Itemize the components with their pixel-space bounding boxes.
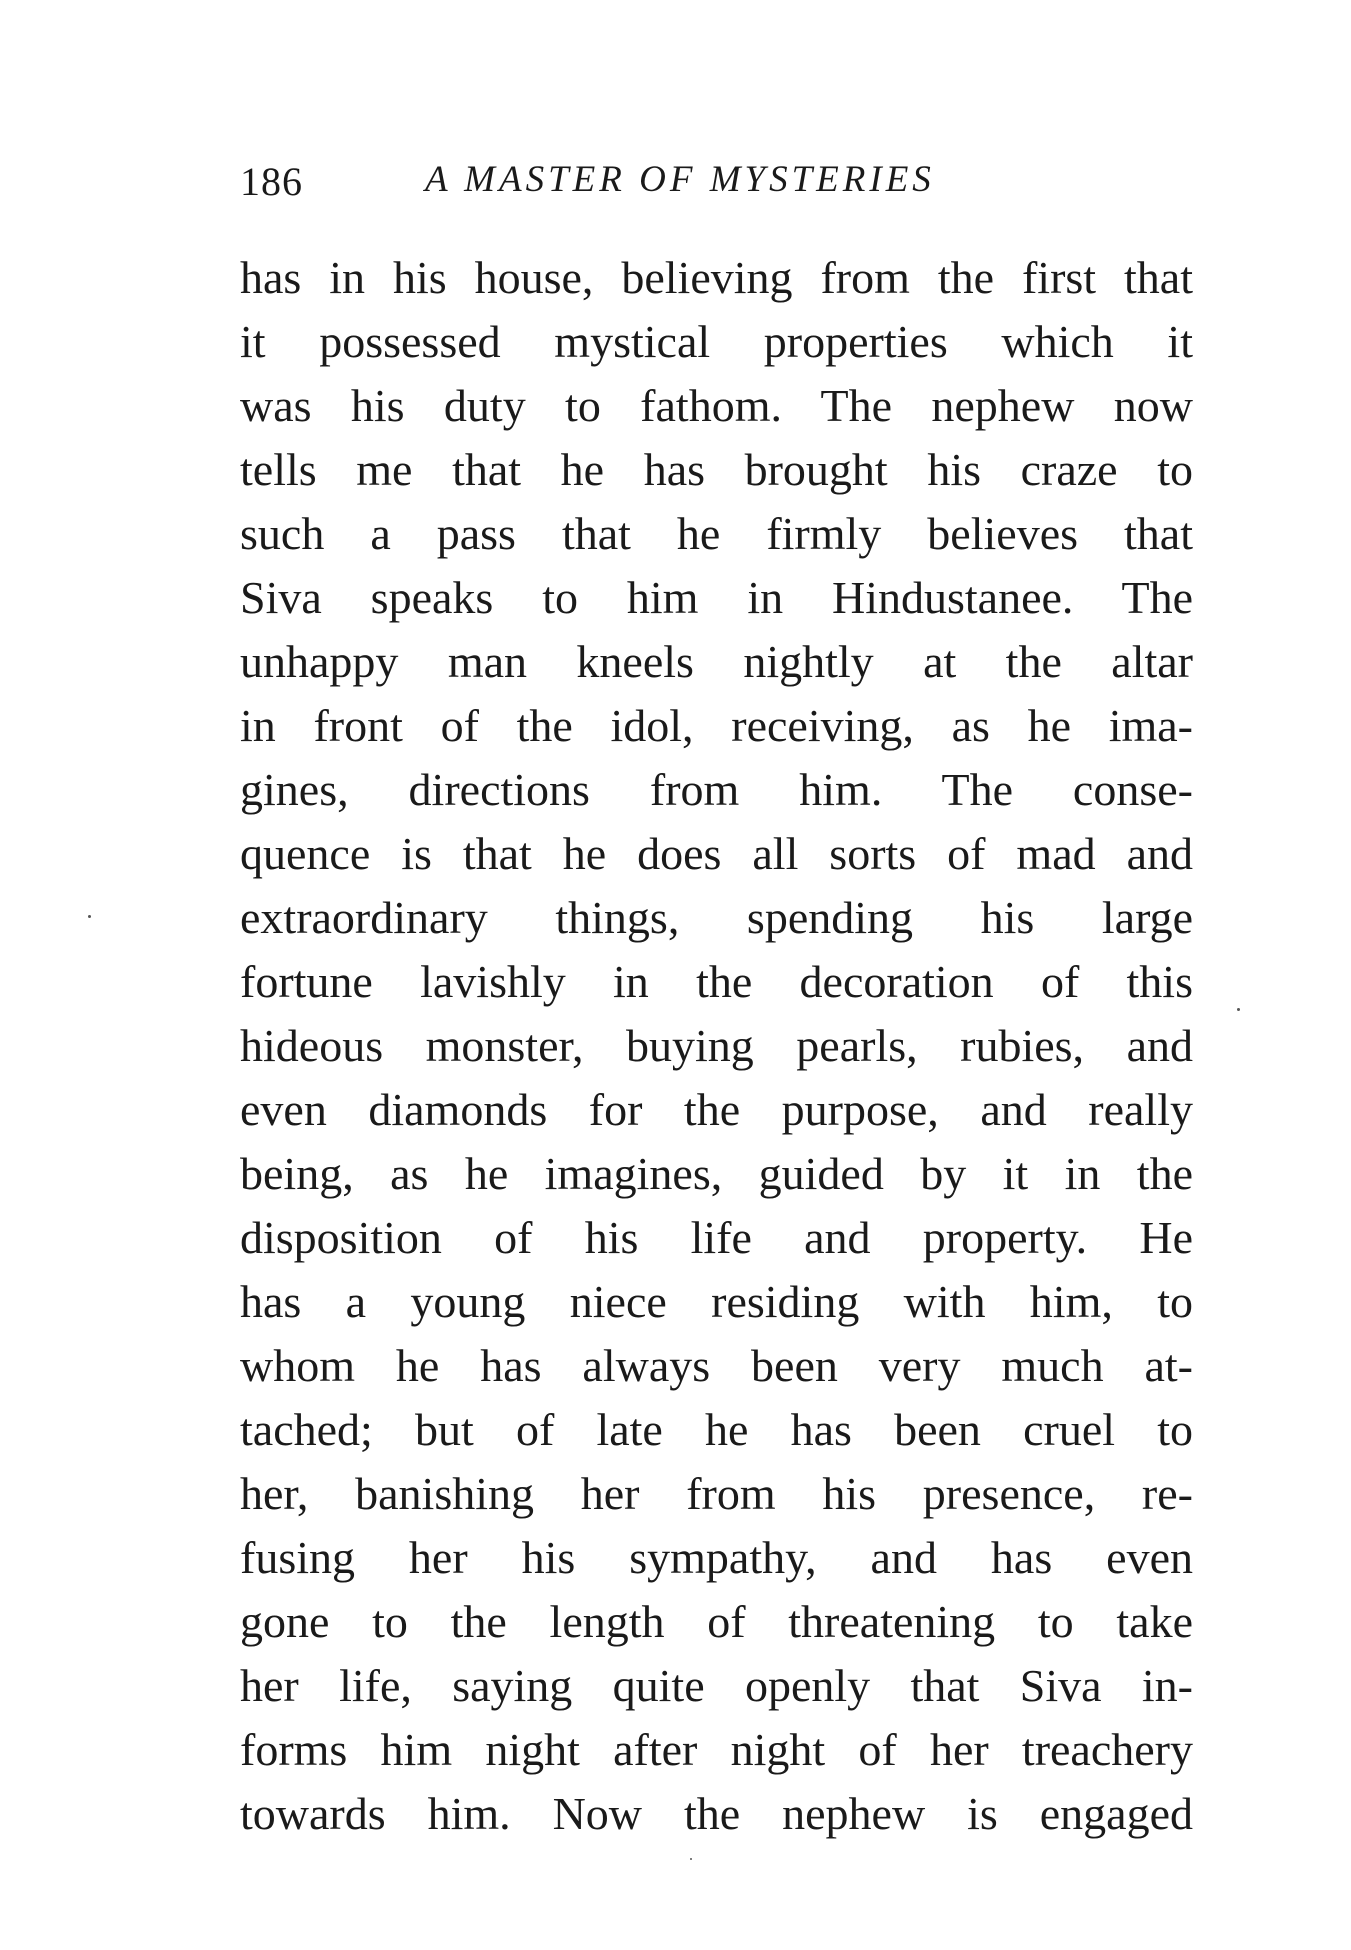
scan-speck xyxy=(88,915,91,918)
body-text xyxy=(240,246,1193,1846)
scan-speck xyxy=(690,1858,692,1860)
text-line: was his duty to fathom. The nephew now xyxy=(240,380,1193,431)
text-line: towards him. Now the nephew is engaged xyxy=(240,1788,1193,1839)
text-line: quence is that he does all sorts of mad and xyxy=(240,828,1193,879)
text-line: fortune lavishly in the decoration of this xyxy=(240,956,1193,1007)
text-line: has a young niece residing with him, to xyxy=(240,1276,1193,1327)
text-line: Siva speaks to him in Hindustanee. The xyxy=(240,572,1193,623)
page-number: 186 xyxy=(240,159,303,204)
text-line: such a pass that he firmly believes that xyxy=(240,508,1193,559)
text-line: whom he has always been very much at- xyxy=(240,1340,1193,1391)
text-line: tached; but of late he has been cruel to xyxy=(240,1404,1193,1455)
scan-speck xyxy=(1237,1008,1240,1011)
text-line: in front of the idol, receiving, as he ima- xyxy=(240,700,1193,751)
text-line: gone to the length of threatening to take xyxy=(240,1596,1193,1647)
text-line: has in his house, believing from the first that xyxy=(240,252,1193,303)
text-line: gines, directions from him. The conse- xyxy=(240,764,1193,815)
running-title: A MASTER OF MYSTERIES xyxy=(425,159,935,200)
text-line: her, banishing her from his presence, re- xyxy=(240,1468,1193,1519)
text-line: unhappy man kneels nightly at the altar xyxy=(240,636,1193,687)
text-line: disposition of his life and property. He xyxy=(240,1212,1193,1263)
text-line: her life, saying quite openly that Siva in- xyxy=(240,1660,1193,1711)
text-line: being, as he imagines, guided by it in the xyxy=(240,1148,1193,1199)
text-line: hideous monster, buying pearls, rubies, and xyxy=(240,1020,1193,1071)
text-line: extraordinary things, spending his large xyxy=(240,892,1193,943)
text-line: forms him night after night of her treachery xyxy=(240,1724,1193,1775)
page-header xyxy=(240,158,1016,218)
text-line: even diamonds for the purpose, and really xyxy=(240,1084,1193,1135)
text-line: fusing her his sympathy, and has even xyxy=(240,1532,1193,1583)
text-line: tells me that he has brought his craze to xyxy=(240,444,1193,495)
text-line: it possessed mystical properties which it xyxy=(240,316,1193,367)
